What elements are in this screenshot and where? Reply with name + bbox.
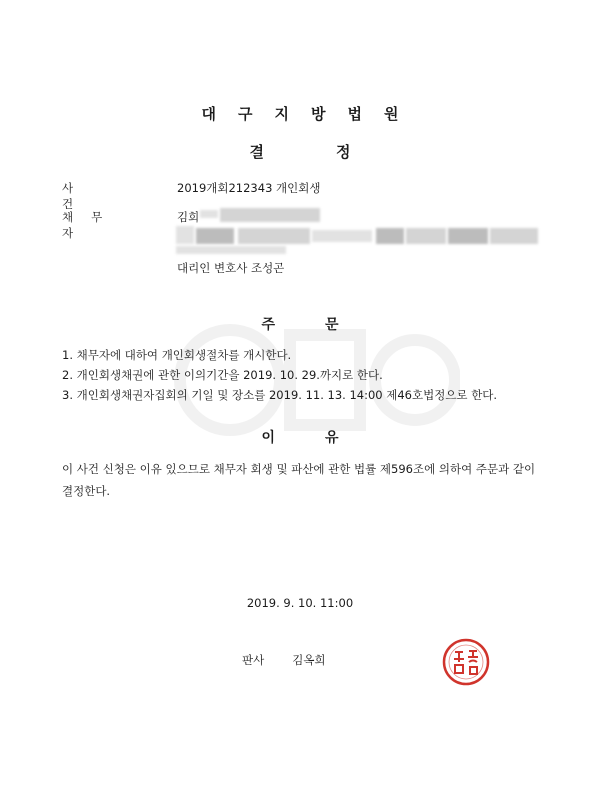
order-item-1: 1. 채무자에 대하여 개인회생절차를 개시한다. bbox=[62, 348, 292, 362]
order-heading-char-1: 주 bbox=[261, 317, 275, 333]
decision-date: 2019. 9. 10. 11:00 bbox=[246, 596, 354, 610]
reason-heading-char-1: 이 bbox=[261, 430, 275, 446]
court-name-title: 대구지방법원 bbox=[201, 105, 421, 123]
order-heading bbox=[0, 314, 600, 334]
case-label-text: 사건 bbox=[62, 181, 116, 211]
case-value: 2019개회212343 개인회생 bbox=[177, 181, 321, 195]
order-item-2: 2. 개인회생채권에 관한 이의기간을 2019. 10. 29.까지로 한다. bbox=[62, 368, 383, 382]
judge-title: 판사 bbox=[242, 653, 265, 667]
attorney-line: 대리인 변호사 조성곤 bbox=[177, 261, 285, 275]
debtor-label bbox=[62, 209, 132, 241]
reason-heading bbox=[0, 427, 600, 447]
case-label bbox=[62, 180, 132, 212]
reason-heading-char-2: 유 bbox=[325, 430, 339, 446]
debtor-label-text: 채무자 bbox=[62, 210, 121, 240]
debtor-name: 김희 bbox=[177, 210, 200, 224]
document-type-title: 결정 bbox=[249, 143, 423, 161]
judge-name: 김옥희 bbox=[292, 653, 326, 667]
judge-seal-stamp bbox=[441, 637, 491, 687]
judge-signature-line bbox=[242, 652, 326, 668]
order-heading-char-2: 문 bbox=[325, 317, 339, 333]
order-item-3: 3. 개인회생채권자집회의 기일 및 장소를 2019. 11. 13. 14:00 제46호법정으로 한다. bbox=[62, 388, 498, 402]
reason-text: 이 사건 신청은 이유 있으므로 채무자 회생 및 파산에 관한 법률 제596조에 의하여 주문과 같이 결정한다. bbox=[62, 462, 536, 498]
